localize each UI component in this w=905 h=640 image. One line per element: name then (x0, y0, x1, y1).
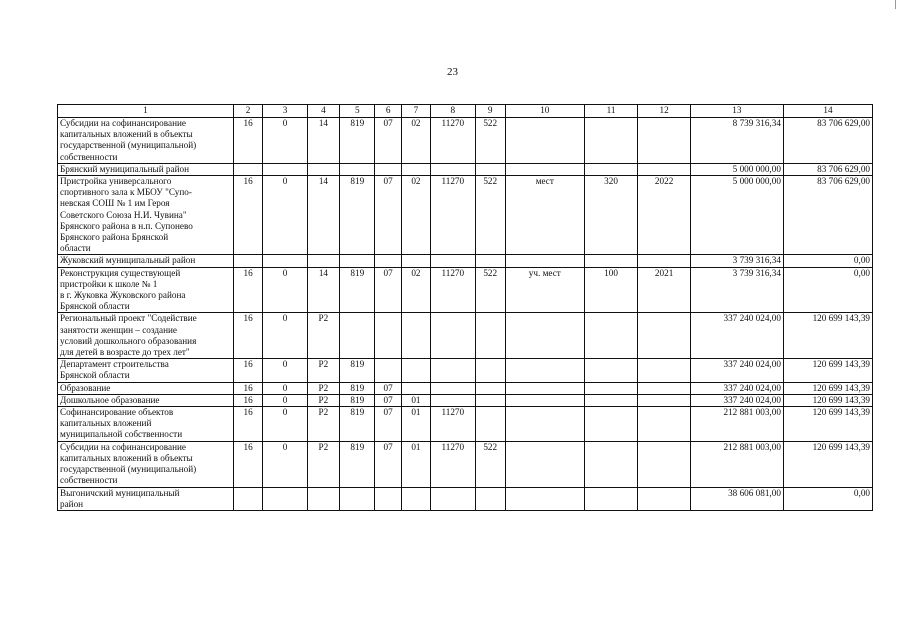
code-gr: 16 (233, 313, 262, 359)
unit (505, 487, 584, 510)
column-number-header (58, 105, 873, 118)
row-name (58, 441, 234, 487)
scan-edge-mark (895, 0, 896, 9)
code-2: 0 (263, 313, 307, 359)
unit (505, 255, 584, 267)
code-expense-type (475, 382, 505, 394)
code-subsection: 02 (401, 176, 430, 255)
capacity (584, 382, 638, 394)
code-grbs: 819 (340, 176, 375, 255)
year (638, 163, 691, 175)
row-name (58, 313, 234, 359)
row-name (58, 163, 234, 175)
code-subsection: 01 (401, 441, 430, 487)
unit (505, 313, 584, 359)
code-grbs: 819 (340, 441, 375, 487)
code-section (375, 163, 401, 175)
code-subsection (401, 163, 430, 175)
code-section: 07 (375, 118, 401, 164)
code-expense-type: 522 (475, 267, 505, 313)
code-gr: 16 (233, 382, 262, 394)
row-name (58, 118, 234, 164)
column-number-12: 12 (638, 105, 691, 118)
code-section (375, 359, 401, 382)
amount-col14: 120 699 143,39 (783, 441, 872, 487)
row-name-line: Советского Союза Н.И. Чувина" (60, 209, 187, 220)
amount-col13: 8 739 316,34 (690, 118, 783, 164)
year (638, 487, 691, 510)
row-name-line: Брянского района Брянской (60, 232, 169, 243)
year (638, 359, 691, 382)
row-name-line: Региональный проект "Содействие (60, 313, 197, 324)
row-name-line: области (60, 243, 91, 254)
code-3: P2 (307, 359, 339, 382)
code-subsection (401, 382, 430, 394)
amount-col14: 83 706 629,00 (783, 176, 872, 255)
year (638, 394, 691, 406)
table-row (58, 359, 873, 382)
code-expense-type (475, 255, 505, 267)
table-row (58, 163, 873, 175)
capacity: 320 (584, 176, 638, 255)
code-expense-type (475, 394, 505, 406)
code-expense-type (475, 487, 505, 510)
unit (505, 359, 584, 382)
unit (505, 407, 584, 442)
code-3 (307, 163, 339, 175)
column-number-3: 3 (263, 105, 307, 118)
row-name-line: капитальных вложений в объекты (60, 129, 193, 140)
column-number-11: 11 (584, 105, 638, 118)
code-direction: 11270 (431, 118, 475, 164)
unit: мест (505, 176, 584, 255)
capacity (584, 487, 638, 510)
code-gr: 16 (233, 176, 262, 255)
code-section: 07 (375, 267, 401, 313)
row-name (58, 382, 234, 394)
code-2: 0 (263, 441, 307, 487)
row-name (58, 255, 234, 267)
row-name-line: Дошкольное образование (60, 394, 160, 405)
unit (505, 441, 584, 487)
code-grbs: 819 (340, 394, 375, 406)
code-2: 0 (263, 382, 307, 394)
row-name-line: Софинансирование объектов (60, 407, 174, 418)
code-gr: 16 (233, 118, 262, 164)
code-grbs: 819 (340, 359, 375, 382)
code-expense-type (475, 313, 505, 359)
amount-col14: 120 699 143,39 (783, 394, 872, 406)
row-name-line: Пристройка универсального (60, 176, 172, 187)
code-section: 07 (375, 441, 401, 487)
row-name-line: Брянский муниципальный район (60, 163, 190, 174)
amount-col13: 337 240 024,00 (690, 394, 783, 406)
code-subsection: 01 (401, 394, 430, 406)
code-grbs (340, 487, 375, 510)
amount-col13: 337 240 024,00 (690, 382, 783, 394)
column-number-8: 8 (431, 105, 475, 118)
code-gr (233, 163, 262, 175)
code-direction: 11270 (431, 407, 475, 442)
code-gr: 16 (233, 441, 262, 487)
row-name-line: собственности (60, 151, 118, 162)
code-section (375, 487, 401, 510)
code-2: 0 (263, 359, 307, 382)
code-expense-type (475, 163, 505, 175)
row-name-line: государственной (муниципальной) (60, 464, 197, 475)
row-name-line: Брянской области (60, 370, 130, 381)
row-name-line: Жуковский муниципальный район (60, 255, 196, 266)
amount-col13: 212 881 003,00 (690, 407, 783, 442)
code-direction (431, 487, 475, 510)
unit: уч. мест (505, 267, 584, 313)
code-direction (431, 394, 475, 406)
row-name (58, 267, 234, 313)
amount-col14: 120 699 143,39 (783, 313, 872, 359)
page-number: 23 (447, 66, 458, 78)
unit (505, 394, 584, 406)
code-section (375, 313, 401, 359)
capacity (584, 313, 638, 359)
code-expense-type (475, 407, 505, 442)
code-section: 07 (375, 407, 401, 442)
capacity (584, 441, 638, 487)
capacity (584, 394, 638, 406)
code-grbs: 819 (340, 118, 375, 164)
table-row (58, 313, 873, 359)
column-number-5: 5 (340, 105, 375, 118)
code-3: P2 (307, 382, 339, 394)
code-grbs (340, 313, 375, 359)
amount-col13: 38 606 081,00 (690, 487, 783, 510)
code-expense-type: 522 (475, 176, 505, 255)
year (638, 382, 691, 394)
row-name-line: район (60, 498, 84, 509)
table-row (58, 176, 873, 255)
row-name (58, 394, 234, 406)
code-3: P2 (307, 313, 339, 359)
amount-col13: 3 739 316,34 (690, 255, 783, 267)
code-subsection: 02 (401, 118, 430, 164)
code-2: 0 (263, 118, 307, 164)
code-grbs (340, 255, 375, 267)
column-number-7: 7 (401, 105, 430, 118)
row-name-line: государственной (муниципальной) (60, 140, 197, 151)
row-name (58, 359, 234, 382)
code-direction (431, 382, 475, 394)
year (638, 313, 691, 359)
year (638, 407, 691, 442)
row-name (58, 487, 234, 510)
row-name-line: пристройки к школе № 1 (60, 278, 158, 289)
code-expense-type: 522 (475, 441, 505, 487)
code-2 (263, 163, 307, 175)
capacity: 100 (584, 267, 638, 313)
row-name-line: в г. Жуковка Жуковского района (60, 290, 186, 301)
code-direction (431, 313, 475, 359)
code-3: P2 (307, 441, 339, 487)
table-row (58, 118, 873, 164)
code-grbs: 819 (340, 267, 375, 313)
row-name-line: Брянской области (60, 301, 130, 312)
column-number-1: 1 (58, 105, 234, 118)
unit (505, 163, 584, 175)
row-name-line: Субсидии на софинансирование (60, 118, 186, 128)
row-name (58, 176, 234, 255)
code-subsection (401, 359, 430, 382)
code-subsection (401, 255, 430, 267)
amount-col13: 5 000 000,00 (690, 163, 783, 175)
code-grbs: 819 (340, 382, 375, 394)
code-direction (431, 359, 475, 382)
code-grbs (340, 163, 375, 175)
amount-col14: 120 699 143,39 (783, 382, 872, 394)
code-gr (233, 255, 262, 267)
row-name-line: занятости женщин – создание (60, 324, 177, 335)
code-2: 0 (263, 267, 307, 313)
code-2: 0 (263, 394, 307, 406)
column-number-14: 14 (783, 105, 872, 118)
code-direction (431, 255, 475, 267)
table-row (58, 255, 873, 267)
code-gr: 16 (233, 407, 262, 442)
column-number-13: 13 (690, 105, 783, 118)
row-name-line: условий дошкольного образования (60, 335, 197, 346)
capacity (584, 255, 638, 267)
code-2: 0 (263, 176, 307, 255)
amount-col13: 337 240 024,00 (690, 359, 783, 382)
capacity (584, 359, 638, 382)
year (638, 255, 691, 267)
row-name-line: Брянского района в н.п. Супонево (60, 220, 193, 231)
amount-col13: 5 000 000,00 (690, 176, 783, 255)
code-3: 14 (307, 267, 339, 313)
code-gr: 16 (233, 394, 262, 406)
code-3 (307, 487, 339, 510)
code-2 (263, 255, 307, 267)
code-section: 07 (375, 382, 401, 394)
amount-col14: 120 699 143,39 (783, 407, 872, 442)
row-name-line: спортивного зала к МБОУ "Супо- (60, 187, 192, 198)
code-direction: 11270 (431, 176, 475, 255)
year (638, 118, 691, 164)
table-row (58, 267, 873, 313)
row-name-line: собственности (60, 475, 118, 486)
unit (505, 382, 584, 394)
code-3 (307, 255, 339, 267)
code-section: 07 (375, 394, 401, 406)
row-name-line: Выгоничский муниципальный (60, 487, 180, 498)
row-name-line: капитальных вложений в объекты (60, 452, 193, 463)
budget-table (57, 104, 873, 511)
code-subsection: 01 (401, 407, 430, 442)
code-direction (431, 163, 475, 175)
capacity (584, 163, 638, 175)
unit (505, 118, 584, 164)
amount-col13: 3 739 316,34 (690, 267, 783, 313)
code-3: 14 (307, 118, 339, 164)
amount-col14: 0,00 (783, 255, 872, 267)
table-row (58, 394, 873, 406)
code-subsection: 02 (401, 267, 430, 313)
amount-col14: 83 706 629,00 (783, 163, 872, 175)
year: 2022 (638, 176, 691, 255)
amount-col14: 120 699 143,39 (783, 359, 872, 382)
column-number-10: 10 (505, 105, 584, 118)
amount-col14: 83 706 629,00 (783, 118, 872, 164)
year (638, 441, 691, 487)
amount-col13: 212 881 003,00 (690, 441, 783, 487)
code-subsection (401, 487, 430, 510)
row-name-line: Образование (60, 382, 111, 393)
code-gr: 16 (233, 267, 262, 313)
column-number-6: 6 (375, 105, 401, 118)
code-3: P2 (307, 394, 339, 406)
capacity (584, 118, 638, 164)
table-body (58, 118, 873, 511)
row-name-line: для детей в возрасте до трех лет" (60, 347, 190, 358)
code-gr (233, 487, 262, 510)
row-name-line: капитальных вложений (60, 418, 152, 429)
row-name-line: Департамент строительства (60, 359, 169, 370)
row-name-line: Реконструкция существующей (60, 267, 181, 278)
year: 2021 (638, 267, 691, 313)
amount-col13: 337 240 024,00 (690, 313, 783, 359)
code-2 (263, 487, 307, 510)
capacity (584, 407, 638, 442)
row-name-line: невская СОШ № 1 им Героя (60, 198, 170, 209)
code-section (375, 255, 401, 267)
code-2: 0 (263, 407, 307, 442)
row-name-line: Субсидии на софинансирование (60, 441, 186, 452)
code-section: 07 (375, 176, 401, 255)
row-name-line: муниципальной собственности (60, 429, 183, 440)
amount-col14: 0,00 (783, 487, 872, 510)
code-3: 14 (307, 176, 339, 255)
column-number-4: 4 (307, 105, 339, 118)
column-number-9: 9 (475, 105, 505, 118)
code-subsection (401, 313, 430, 359)
code-direction: 11270 (431, 267, 475, 313)
code-expense-type (475, 359, 505, 382)
code-direction: 11270 (431, 441, 475, 487)
code-expense-type: 522 (475, 118, 505, 164)
table-row (58, 407, 873, 442)
table-row (58, 382, 873, 394)
table-row (58, 487, 873, 510)
column-number-2: 2 (233, 105, 262, 118)
code-3: P2 (307, 407, 339, 442)
table-row (58, 441, 873, 487)
row-name (58, 407, 234, 442)
code-grbs: 819 (340, 407, 375, 442)
code-gr: 16 (233, 359, 262, 382)
amount-col14: 0,00 (783, 267, 872, 313)
